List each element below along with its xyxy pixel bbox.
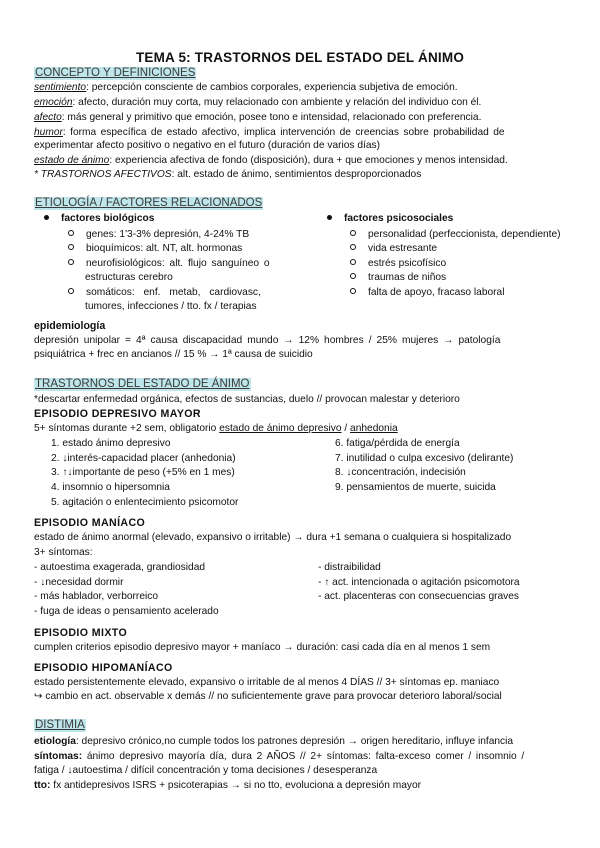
def-humor <box>34 127 505 139</box>
distimia-tto <box>34 780 421 792</box>
bullet-factores-biologicos <box>44 213 154 225</box>
circle-bullet-icon <box>68 259 74 265</box>
item-text: traumas de niños <box>368 272 447 283</box>
episodio-mixto-title: EPISODIO MIXTO <box>34 627 128 639</box>
bullet-title: factores biológicos <box>61 213 155 224</box>
episodio-maniaco-sintomas: 3+ síntomas: <box>34 547 93 558</box>
item-text: somáticos: enf. metab, cardiovasc, <box>86 287 261 298</box>
text: ánimo depresivo mayoría día, dura 2 AÑOS // 2+ síntomas: falta-exceso comer / insomnio / <box>82 751 525 762</box>
maniaco-item: - act. placenteras con consecuencias graves <box>318 591 520 602</box>
list-item <box>68 258 270 270</box>
list-item <box>350 258 446 270</box>
text: : depresivo crónico,no cumple todos los patrones depresión → origen hereditario, influye infancia <box>75 736 514 747</box>
circle-bullet-icon <box>350 259 356 265</box>
symptom-item: 4. insomnio o hipersomnia <box>51 482 170 493</box>
section-heading-concepto: CONCEPTO Y DEFINICIONES <box>35 67 196 79</box>
bullet-dot-icon <box>327 215 332 220</box>
symptom-item: 1. estado ánimo depresivo <box>51 438 171 449</box>
def-emocion <box>34 97 481 109</box>
circle-bullet-icon <box>350 288 356 294</box>
bullet-dot-icon <box>44 215 49 220</box>
item-text: personalidad (perfeccionista, dependiente) <box>368 229 561 240</box>
item-text: vida estresante <box>368 243 438 254</box>
term: * TRASTORNOS AFECTIVOS <box>34 169 172 180</box>
term: humor <box>34 127 63 138</box>
episodio-hipomaniaco-title: EPISODIO HIPOMANÍACO <box>34 662 173 674</box>
def-humor-cont: experimentar afecto positivo o negativo en el futuro (duración de varios días) <box>34 140 381 151</box>
section-heading-trastornos: TRASTORNOS DEL ESTADO DE ÁNIMO <box>35 378 250 390</box>
distimia-sintomas-cont: fatiga / ↓autoestima / difícil concentración y toma decisiones / desesperanza <box>34 765 378 776</box>
item-text: falta de apoyo, fracaso laboral <box>368 287 505 298</box>
epidemiologia-text-cont: psiquiátrica + frec en ancianos // 15 % → 1ª causa de suicidio <box>34 349 313 360</box>
definition: : alt. estado de ánimo, sentimientos desproporcionados <box>171 169 422 180</box>
item-text: neurofisiológicos: alt. flujo sanguíneo o <box>86 258 270 269</box>
episodio-hipomaniaco-text-cont: ↪ cambio en act. observable x demás // no suficientemente grave para provocar deterioro laboral/social <box>34 691 502 702</box>
symptom-item: 7. inutilidad o culpa excesivo (delirante) <box>335 453 514 464</box>
episodio-depresivo-title: EPISODIO DEPRESIVO MAYOR <box>34 408 201 420</box>
label: síntomas: <box>34 751 83 762</box>
symptom-item: 3. ↑↓importante de peso (+5% en 1 mes) <box>51 467 235 478</box>
episodio-maniaco-text: estado de ánimo anormal (elevado, expansivo o irritable) → dura +1 semana o cualquiera si hospitalizado <box>34 532 512 543</box>
circle-bullet-icon <box>350 230 356 236</box>
maniaco-item: - ↑ act. intencionada o agitación psicomotora <box>318 577 520 588</box>
circle-bullet-icon <box>68 244 74 250</box>
circle-bullet-icon <box>68 288 74 294</box>
list-item <box>68 287 261 299</box>
episodio-hipomaniaco-text: estado persistentemente elevado, expansivo o irritable de al menos 4 DÍAS // 3+ síntomas ep. maniaco <box>34 677 500 688</box>
def-trastornos-afectivos <box>34 169 421 181</box>
label: etiología <box>34 736 76 747</box>
symptom-item: 5. agitación o enlentecimiento psicomotor <box>51 497 239 508</box>
maniaco-item: - autoestima exagerada, grandiosidad <box>34 562 206 573</box>
def-sentimiento <box>34 82 458 94</box>
term: estado de ánimo <box>34 155 110 166</box>
epidemiologia-title: epidemiología <box>34 320 106 332</box>
section-heading-etiologia: ETIOLOGÍA / FACTORES RELACIONADOS <box>35 197 263 209</box>
list-item <box>350 243 437 255</box>
circle-bullet-icon <box>350 244 356 250</box>
distimia-etiologia <box>34 736 513 748</box>
maniaco-item: - ↓necesidad dormir <box>34 577 124 588</box>
text: fx antidepresivos ISRS + psicoterapias → si no tto, evoluciona a depresión mayor <box>50 780 422 791</box>
list-item <box>68 243 242 255</box>
criteria-sep: / <box>341 423 351 434</box>
episodio-depresivo-criteria <box>34 423 398 435</box>
item-text: estrés psicofísico <box>368 258 447 269</box>
list-item-cont: tumores, infecciones / tto. fx / terapias <box>85 301 257 312</box>
definition: : más general y primitivo que emoción, posee tono e intensidad, relacionado con preferencia. <box>61 112 482 123</box>
list-item <box>350 287 505 299</box>
episodio-maniaco-title: EPISODIO MANÍACO <box>34 517 146 529</box>
episodio-mixto-text: cumplen criterios episodio depresivo mayor + maníaco → duración: casi cada día en al menos 1 sem <box>34 642 491 653</box>
bullet-title: factores psicosociales <box>344 213 454 224</box>
maniaco-item: - más hablador, verborreico <box>34 591 159 602</box>
circle-bullet-icon <box>350 273 356 279</box>
epidemiologia-text: depresión unipolar = 4ª causa discapacidad mundo → 12% hombres / 25% mujeres → patología <box>34 335 501 346</box>
page-title: TEMA 5: TRASTORNOS DEL ESTADO DEL ÁNIMO <box>135 50 465 65</box>
symptom-item: 6. fatiga/pérdida de energía <box>335 438 460 449</box>
criteria-key: estado de ánimo depresivo <box>219 423 342 434</box>
symptom-item: 2. ↓interés-capacidad placer (anhedonia) <box>51 453 236 464</box>
bullet-factores-psicosociales <box>327 213 453 225</box>
term: sentimiento <box>34 82 87 93</box>
def-estado-animo <box>34 155 508 167</box>
list-item-cont: estructuras cerebro <box>85 272 173 283</box>
maniaco-item: - fuga de ideas o pensamiento acelerado <box>34 606 219 617</box>
circle-bullet-icon <box>68 230 74 236</box>
criteria-key: anhedonia <box>350 423 398 434</box>
list-item <box>350 229 561 241</box>
symptom-item: 9. pensamientos de muerte, suicida <box>335 482 496 493</box>
list-item <box>350 272 446 284</box>
definition: : percepción consciente de cambios corporales, experiencia subjetiva de emoción. <box>86 82 458 93</box>
definition: : afecto, duración muy corta, muy relacionado con ambiente y relación del individuo con él. <box>72 97 482 108</box>
section-heading-distimia: DISTIMIA <box>35 719 85 731</box>
trastornos-note: *descartar enfermedad orgánica, efectos de sustancias, duelo // provocan malestar y deterioro <box>34 394 460 405</box>
item-text: genes: 1'3-3% depresión, 4-24% TB <box>86 229 250 240</box>
definition: : experiencia afectiva de fondo (disposición), dura + que emociones y menos intensidad. <box>109 155 508 166</box>
item-text: bioquímicos: alt. NT, alt. hormonas <box>86 243 243 254</box>
distimia-sintomas <box>34 751 524 763</box>
criteria-text: 5+ síntomas durante +2 sem, obligatorio <box>34 423 220 434</box>
list-item <box>68 229 249 241</box>
label: tto: <box>34 780 51 791</box>
definition: : forma específica de estado afectivo, implica intervención de creencias sobre probabilidad de <box>62 127 505 138</box>
term: afecto <box>34 112 62 123</box>
term: emoción <box>34 97 73 108</box>
symptom-item: 8. ↓concentración, indecisión <box>335 467 466 478</box>
def-afecto <box>34 112 481 124</box>
maniaco-item: - distraibilidad <box>318 562 381 573</box>
